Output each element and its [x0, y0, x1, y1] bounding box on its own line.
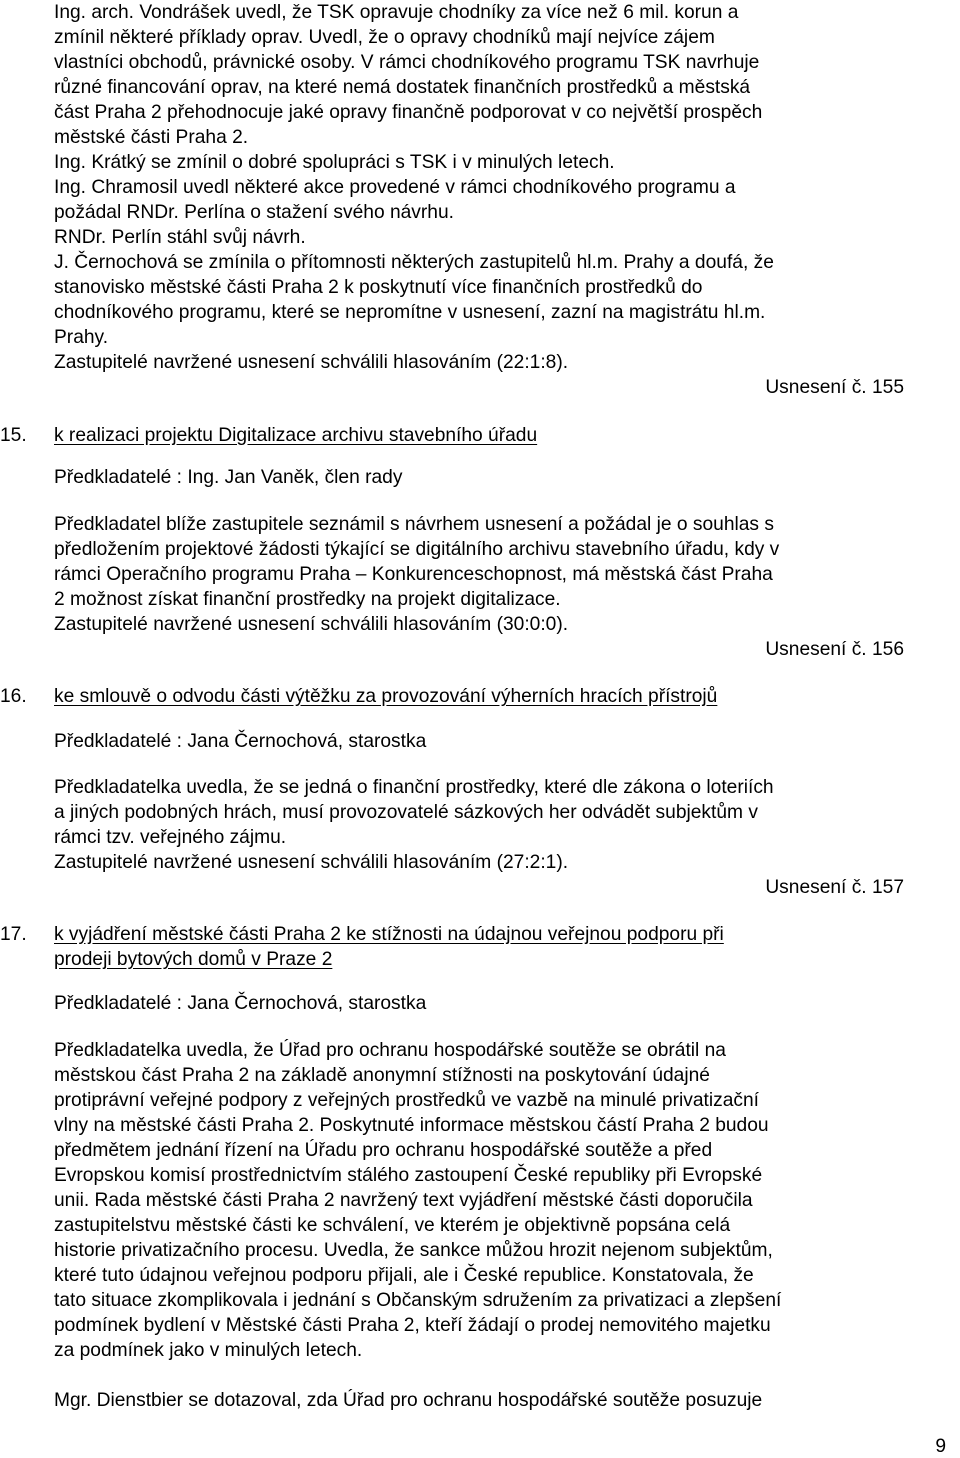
resolution-number: Usnesení č. 155 [765, 377, 904, 398]
vote-result: Zastupitelé navržené usnesení schválili hlasováním (30:0:0). [54, 614, 569, 635]
paragraph-černochová: J. Černochová se zmínila o přítomnosti některých zastupitelů hl.m. Prahy a doufá, že stanovisko městské části Praha 2 k poskytnutí více finančních prostředků do chodníkového programu, které se nepromítne v usnesení, zazní na magistrátu hl.m. Prahy. [54, 252, 774, 348]
paragraph-perlín: RNDr. Perlín stáhl svůj návrh. [54, 227, 306, 248]
item-title: ke smlouvě o odvodu části výtěžku za provozování výherních hracích přístrojů [54, 686, 718, 707]
presenter-line: Předkladatelé : Jana Černochová, starostka [54, 731, 427, 752]
vote-result: Zastupitelé navržené usnesení schválili hlasováním (27:2:1). [54, 852, 569, 873]
resolution-number: Usnesení č. 157 [765, 877, 904, 898]
item-number: 17. [0, 924, 27, 945]
item-body: Předkladatelka uvedla, že Úřad pro ochranu hospodářské soutěže se obrátil na městskou část Praha 2 na základě anonymní stížnosti na poskytování údajné protiprávní veřejné podpory z veřejných prostředků ve vazbě na minulé privatizační vlny na městské části Praha 2. Poskytnuté informace městskou částí Praha 2 budou předmětem jednání řízení na Úřadu pro ochranu hospodářské soutěže a před Evropskou komisí prostřednictvím stálého zastoupení České republiky při Evropské unii. Rada městské části Praha 2 navržený text vyjádření městské části doporučila zastupitelstvu městské části ke schválení, ve kterém je objektivně popsána celá historie privatizačního procesu. Uvedla, že sankce můžou hrozit nejenom subjektům, které tuto údajnou veřejnou podporu přijali, ale i České republice. Konstatovala, že tato situace zkomplikovala i jednání s Občanským sdružením za privatizaci a zlepšení podmínek bydlení v Městské části Praha 2, kteří žádají o prodej nemovitého majetku za podmínek jako v minulých letech. [54, 1040, 782, 1361]
item-number: 15. [0, 425, 27, 446]
paragraph-chramosil: Ing. Chramosil uvedl některé akce provedené v rámci chodníkového programu a požádal RNDr. Perlína o stažení svého návrhu. [54, 177, 736, 223]
item-title: k vyjádření městské části Praha 2 ke stížnosti na údajnou veřejnou podporu při prodeji bytových domů v Praze 2 [54, 924, 724, 970]
page-number: 9 [935, 1436, 946, 1457]
item-body: Předkladatelka uvedla, že se jedná o finanční prostředky, které dle zákona o loteriích a jiných podobných hrách, musí provozovatelé sázkových her odvádět subjektům v rámci tzv. veřejného zájmu. [54, 777, 774, 848]
paragraph-dienstbier: Mgr. Dienstbier se dotazoval, zda Úřad pro ochranu hospodářské soutěže posuzuje [54, 1390, 763, 1411]
presenter-line: Předkladatelé : Jana Černochová, starostka [54, 993, 427, 1014]
resolution-number: Usnesení č. 156 [765, 639, 904, 660]
item-title: k realizaci projektu Digitalizace archivu stavebního úřadu [54, 425, 538, 446]
item-body: Předkladatel blíže zastupitele seznámil s návrhem usnesení a požádal je o souhlas s předložením projektové žádosti týkající se digitálního archivu stavebního úřadu, kdy v rámci Operačního programu Praha – Konkurenceschopnost, má městská část Praha 2 možnost získat finanční prostředky na projekt digitalizace. [54, 514, 780, 610]
vote-result: Zastupitelé navržené usnesení schválili hlasováním (22:1:8). [54, 352, 569, 373]
presenter-line: Předkladatelé : Ing. Jan Vaněk, člen rady [54, 467, 403, 488]
paragraph-tsk-repairs: Ing. arch. Vondrášek uvedl, že TSK opravuje chodníky za více než 6 mil. korun a zmínil některé příklady oprav. Uvedl, že o opravy chodníků mají nejvíce zájem vlastníci obchodů, právnické osoby. V rámci chodníkového programu TSK navrhuje různé financování oprav, na které nemá dostatek finančních prostředků a městská část Praha 2 přehodnocuje jaké opravy finančně podporovat v co největší prospěch městské části Praha 2. [54, 2, 763, 148]
item-number: 16. [0, 686, 27, 707]
paragraph-krátký: Ing. Krátký se zmínil o dobré spolupráci s TSK i v minulých letech. [54, 152, 615, 173]
